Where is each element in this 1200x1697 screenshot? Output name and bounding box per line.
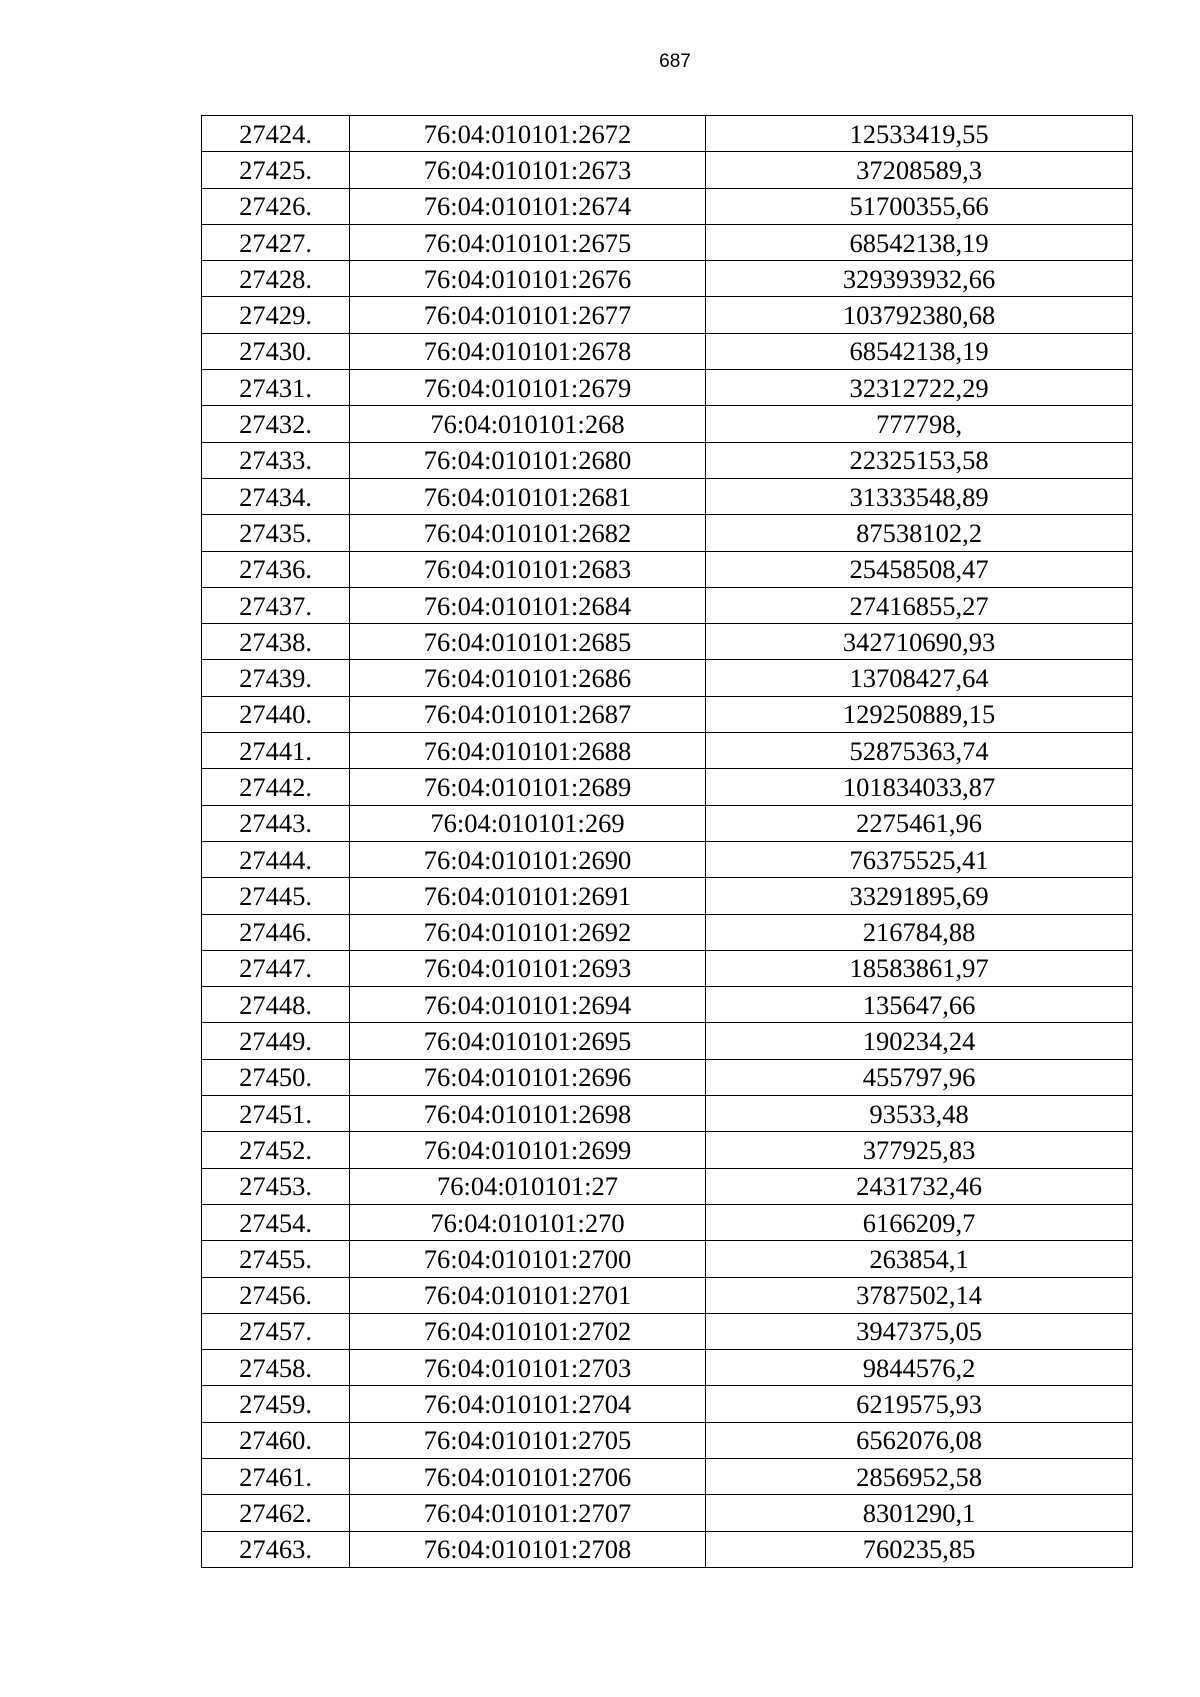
cadastral-number-cell: 76:04:010101:268 xyxy=(350,406,706,442)
row-number-cell: 27457. xyxy=(202,1313,350,1349)
cadastral-value-cell: 2431732,46 xyxy=(706,1168,1133,1204)
table-row xyxy=(202,152,1133,188)
table-row xyxy=(202,515,1133,551)
cadastral-value-cell: 32312722,29 xyxy=(706,370,1133,406)
table-row xyxy=(202,1168,1133,1204)
row-number-cell: 27435. xyxy=(202,515,350,551)
cadastral-number-cell: 76:04:010101:2687 xyxy=(350,696,706,732)
table-row xyxy=(202,370,1133,406)
cadastral-number-cell: 76:04:010101:2707 xyxy=(350,1495,706,1531)
cadastral-number-cell: 76:04:010101:2683 xyxy=(350,551,706,587)
cadastral-value-cell: 33291895,69 xyxy=(706,878,1133,914)
cadastral-value-cell: 263854,1 xyxy=(706,1241,1133,1277)
table-row xyxy=(202,1531,1133,1567)
cadastral-value-cell: 760235,85 xyxy=(706,1531,1133,1567)
cadastral-value-cell: 3947375,05 xyxy=(706,1313,1133,1349)
cadastral-value-cell: 101834033,87 xyxy=(706,769,1133,805)
row-number-cell: 27449. xyxy=(202,1023,350,1059)
row-number-cell: 27450. xyxy=(202,1059,350,1095)
table-row xyxy=(202,1096,1133,1132)
cadastral-number-cell: 76:04:010101:2706 xyxy=(350,1458,706,1494)
table-row xyxy=(202,188,1133,224)
cadastral-value-cell: 216784,88 xyxy=(706,914,1133,950)
table-row xyxy=(202,1204,1133,1240)
cadastral-value-cell: 18583861,97 xyxy=(706,950,1133,986)
cadastral-number-cell: 76:04:010101:2698 xyxy=(350,1096,706,1132)
cadastral-value-cell: 342710690,93 xyxy=(706,624,1133,660)
table-row xyxy=(202,442,1133,478)
table-row xyxy=(202,841,1133,877)
table-row xyxy=(202,1350,1133,1386)
cadastral-value-cell: 135647,66 xyxy=(706,987,1133,1023)
row-number-cell: 27429. xyxy=(202,297,350,333)
table-row xyxy=(202,660,1133,696)
row-number-cell: 27428. xyxy=(202,261,350,297)
cadastral-number-cell: 76:04:010101:269 xyxy=(350,805,706,841)
row-number-cell: 27434. xyxy=(202,478,350,514)
row-number-cell: 27424. xyxy=(202,116,350,152)
table-row xyxy=(202,1495,1133,1531)
row-number-cell: 27452. xyxy=(202,1132,350,1168)
table-row xyxy=(202,624,1133,660)
table-row xyxy=(202,478,1133,514)
cadastral-value-cell: 93533,48 xyxy=(706,1096,1133,1132)
row-number-cell: 27431. xyxy=(202,370,350,406)
cadastral-value-cell: 455797,96 xyxy=(706,1059,1133,1095)
row-number-cell: 27443. xyxy=(202,805,350,841)
table-row xyxy=(202,224,1133,260)
cadastral-value-cell: 68542138,19 xyxy=(706,224,1133,260)
cadastral-number-cell: 76:04:010101:2679 xyxy=(350,370,706,406)
cadastral-number-cell: 76:04:010101:2701 xyxy=(350,1277,706,1313)
row-number-cell: 27451. xyxy=(202,1096,350,1132)
table-row xyxy=(202,297,1133,333)
row-number-cell: 27455. xyxy=(202,1241,350,1277)
table-row xyxy=(202,406,1133,442)
cadastral-number-cell: 76:04:010101:270 xyxy=(350,1204,706,1240)
cadastral-value-cell: 52875363,74 xyxy=(706,733,1133,769)
table-row xyxy=(202,587,1133,623)
row-number-cell: 27454. xyxy=(202,1204,350,1240)
cadastral-number-cell: 76:04:010101:2704 xyxy=(350,1386,706,1422)
cadastral-value-cell: 329393932,66 xyxy=(706,261,1133,297)
row-number-cell: 27459. xyxy=(202,1386,350,1422)
cadastral-value-cell: 129250889,15 xyxy=(706,696,1133,732)
cadastral-number-cell: 76:04:010101:2674 xyxy=(350,188,706,224)
cadastral-number-cell: 76:04:010101:2691 xyxy=(350,878,706,914)
table-row xyxy=(202,551,1133,587)
table-row xyxy=(202,261,1133,297)
cadastral-value-cell: 6219575,93 xyxy=(706,1386,1133,1422)
cadastral-number-cell: 76:04:010101:2702 xyxy=(350,1313,706,1349)
cadastral-number-cell: 76:04:010101:2684 xyxy=(350,587,706,623)
cadastral-value-cell: 8301290,1 xyxy=(706,1495,1133,1531)
cadastral-value-cell: 6166209,7 xyxy=(706,1204,1133,1240)
cadastral-number-cell: 76:04:010101:2705 xyxy=(350,1422,706,1458)
cadastral-number-cell: 76:04:010101:27 xyxy=(350,1168,706,1204)
table-row xyxy=(202,1422,1133,1458)
row-number-cell: 27447. xyxy=(202,950,350,986)
cadastral-value-cell: 37208589,3 xyxy=(706,152,1133,188)
cadastral-number-cell: 76:04:010101:2678 xyxy=(350,333,706,369)
cadastral-value-cell: 103792380,68 xyxy=(706,297,1133,333)
cadastral-number-cell: 76:04:010101:2694 xyxy=(350,987,706,1023)
row-number-cell: 27463. xyxy=(202,1531,350,1567)
table-row xyxy=(202,1277,1133,1313)
cadastral-number-cell: 76:04:010101:2700 xyxy=(350,1241,706,1277)
table-row xyxy=(202,878,1133,914)
cadastral-number-cell: 76:04:010101:2688 xyxy=(350,733,706,769)
cadastral-number-cell: 76:04:010101:2699 xyxy=(350,1132,706,1168)
row-number-cell: 27462. xyxy=(202,1495,350,1531)
cadastral-number-cell: 76:04:010101:2682 xyxy=(350,515,706,551)
cadastral-number-cell: 76:04:010101:2689 xyxy=(350,769,706,805)
table-row xyxy=(202,1458,1133,1494)
table-row xyxy=(202,1241,1133,1277)
row-number-cell: 27432. xyxy=(202,406,350,442)
cadastral-value-cell: 68542138,19 xyxy=(706,333,1133,369)
cadastral-value-cell: 76375525,41 xyxy=(706,841,1133,877)
row-number-cell: 27458. xyxy=(202,1350,350,1386)
cadastral-value-cell: 51700355,66 xyxy=(706,188,1133,224)
cadastral-value-cell: 13708427,64 xyxy=(706,660,1133,696)
cadastral-value-cell: 6562076,08 xyxy=(706,1422,1133,1458)
cadastral-number-cell: 76:04:010101:2693 xyxy=(350,950,706,986)
table-row xyxy=(202,333,1133,369)
cadastral-value-cell: 9844576,2 xyxy=(706,1350,1133,1386)
cadastral-value-cell: 22325153,58 xyxy=(706,442,1133,478)
row-number-cell: 27436. xyxy=(202,551,350,587)
row-number-cell: 27427. xyxy=(202,224,350,260)
cadastral-number-cell: 76:04:010101:2672 xyxy=(350,116,706,152)
row-number-cell: 27445. xyxy=(202,878,350,914)
row-number-cell: 27425. xyxy=(202,152,350,188)
cadastral-number-cell: 76:04:010101:2703 xyxy=(350,1350,706,1386)
cadastral-number-cell: 76:04:010101:2685 xyxy=(350,624,706,660)
table-row xyxy=(202,1023,1133,1059)
cadastral-number-cell: 76:04:010101:2708 xyxy=(350,1531,706,1567)
cadastral-value-cell: 27416855,27 xyxy=(706,587,1133,623)
table-body xyxy=(202,116,1133,1568)
cadastral-number-cell: 76:04:010101:2695 xyxy=(350,1023,706,1059)
cadastral-value-cell: 87538102,2 xyxy=(706,515,1133,551)
row-number-cell: 27448. xyxy=(202,987,350,1023)
cadastral-number-cell: 76:04:010101:2690 xyxy=(350,841,706,877)
table-row xyxy=(202,733,1133,769)
cadastral-value-cell: 190234,24 xyxy=(706,1023,1133,1059)
row-number-cell: 27440. xyxy=(202,696,350,732)
row-number-cell: 27460. xyxy=(202,1422,350,1458)
row-number-cell: 27453. xyxy=(202,1168,350,1204)
cadastral-number-cell: 76:04:010101:2686 xyxy=(350,660,706,696)
cadastral-value-cell: 31333548,89 xyxy=(706,478,1133,514)
cadastral-number-cell: 76:04:010101:2675 xyxy=(350,224,706,260)
row-number-cell: 27446. xyxy=(202,914,350,950)
cadastral-number-cell: 76:04:010101:2677 xyxy=(350,297,706,333)
table-row xyxy=(202,987,1133,1023)
table-row xyxy=(202,1386,1133,1422)
table-row xyxy=(202,1059,1133,1095)
cadastral-number-cell: 76:04:010101:2673 xyxy=(350,152,706,188)
table-row xyxy=(202,1313,1133,1349)
row-number-cell: 27430. xyxy=(202,333,350,369)
table-row xyxy=(202,1132,1133,1168)
cadastral-value-cell: 777798, xyxy=(706,406,1133,442)
row-number-cell: 27439. xyxy=(202,660,350,696)
cadastral-value-cell: 2275461,96 xyxy=(706,805,1133,841)
cadastral-number-cell: 76:04:010101:2696 xyxy=(350,1059,706,1095)
row-number-cell: 27461. xyxy=(202,1458,350,1494)
row-number-cell: 27442. xyxy=(202,769,350,805)
cadastral-value-cell: 377925,83 xyxy=(706,1132,1133,1168)
cadastral-number-cell: 76:04:010101:2681 xyxy=(350,478,706,514)
cadastral-number-cell: 76:04:010101:2676 xyxy=(350,261,706,297)
cadastral-value-table xyxy=(201,115,1133,1568)
table-row xyxy=(202,769,1133,805)
table-row xyxy=(202,914,1133,950)
cadastral-value-cell: 2856952,58 xyxy=(706,1458,1133,1494)
table-row xyxy=(202,696,1133,732)
row-number-cell: 27444. xyxy=(202,841,350,877)
page-number: 687 xyxy=(659,51,691,72)
cadastral-number-cell: 76:04:010101:2692 xyxy=(350,914,706,950)
table-row xyxy=(202,950,1133,986)
cadastral-value-cell: 25458508,47 xyxy=(706,551,1133,587)
row-number-cell: 27426. xyxy=(202,188,350,224)
cadastral-number-cell: 76:04:010101:2680 xyxy=(350,442,706,478)
cadastral-value-cell: 12533419,55 xyxy=(706,116,1133,152)
row-number-cell: 27456. xyxy=(202,1277,350,1313)
row-number-cell: 27441. xyxy=(202,733,350,769)
table-row xyxy=(202,116,1133,152)
cadastral-value-cell: 3787502,14 xyxy=(706,1277,1133,1313)
row-number-cell: 27438. xyxy=(202,624,350,660)
row-number-cell: 27437. xyxy=(202,587,350,623)
row-number-cell: 27433. xyxy=(202,442,350,478)
table-row xyxy=(202,805,1133,841)
